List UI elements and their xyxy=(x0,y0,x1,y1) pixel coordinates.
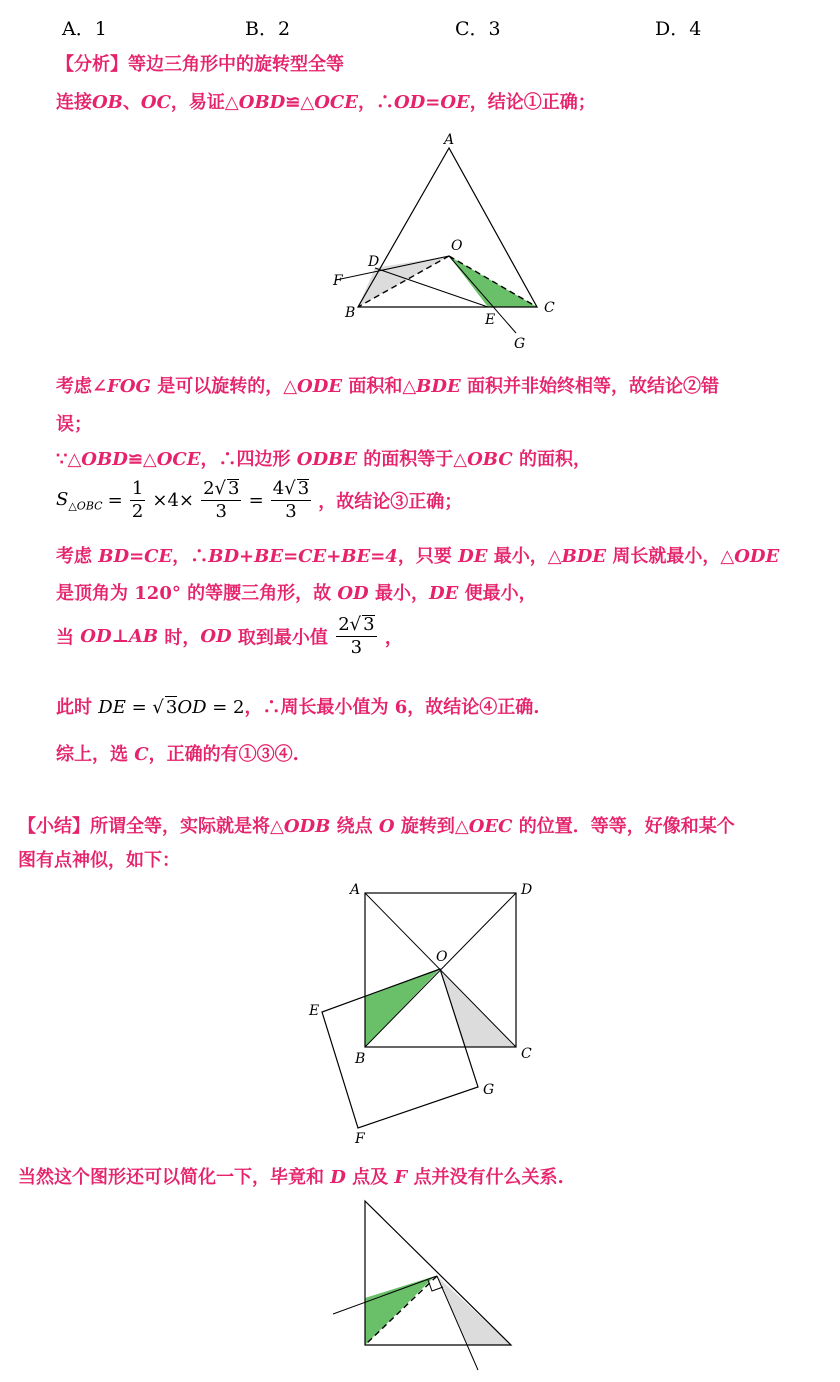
fig1-label-o: O xyxy=(451,238,463,254)
fig2-label-b: B xyxy=(355,1051,366,1067)
fig2-label-d: D xyxy=(521,882,533,898)
reasoning-line-4: 是顶角为 120° 的等腰三角形，故 OD 最小，DE 便最小， xyxy=(56,583,537,604)
reasoning-line-1: 考虑∠FOG 是可以旋转的，△ODE 面积和△BDE 面积并非始终相等，故结论②错 xyxy=(56,376,719,397)
area-formula: $S_{\triangle OBC}$ = $\frac{1}{2}$ ×4× $\frac{2√ 3}{3}$ = $\frac{4√ 3}{3}$ ，故结论③正确； xyxy=(56,478,463,522)
fraction-min-value: $\frac{2√ 3}{3}$ xyxy=(338,614,375,658)
reasoning-line-3: 考虑 BD=CE，∴BD+BE=CE+BE=4，只要 DE 最小，△BDE 周长就最小，△ODE xyxy=(56,546,780,567)
fig1-label-c: C xyxy=(544,300,555,316)
fig2-label-e: E xyxy=(309,1003,320,1019)
summary-line-1: 【小结】所谓全等，实际就是将△ODB 绕点 O 旋转到△OEC 的位置．等等，好像和某个 xyxy=(18,816,735,837)
fig1-label-g: G xyxy=(514,336,526,352)
fig2-label-a: A xyxy=(350,882,361,898)
reasoning-line-5: 当 OD⊥AB 时，OD 取到最小值 $\frac{2√ 3}{3}$ ， xyxy=(56,614,403,658)
reasoning-line-6: 此时 DE = √ 3OD = 2，∴周长最小值为 6，故结论④正确. xyxy=(56,697,540,718)
choice-c: C．3 xyxy=(455,18,501,40)
fig1-label-e: E xyxy=(485,312,496,328)
reasoning-line-2: ∵△OBD≌△OCE，∴四边形 ODBE 的面积等于△OBC 的面积， xyxy=(56,449,591,470)
summary-line-2: 图有点神似，如下： xyxy=(18,850,180,871)
fraction-four-root-three-over-three: $\frac{4√ 3}{3}$ xyxy=(272,478,310,522)
fig2-label-c: C xyxy=(521,1046,532,1062)
fig2-label-g: G xyxy=(483,1082,495,1098)
fig1-label-d: D xyxy=(368,254,380,270)
choice-a: A．1 xyxy=(62,18,107,40)
reasoning-conclusion: 综上，选 C，正确的有①③④. xyxy=(56,744,299,765)
fig1-label-b: B xyxy=(345,305,356,321)
fraction-one-half: $\frac{1}{2}$ xyxy=(131,478,144,522)
fig1-label-a: A xyxy=(444,132,455,148)
fig1-label-f: F xyxy=(333,273,343,289)
analysis-line-1: 连接OB、OC，易证△OBD≌△OCE，∴OD=OE，结论①正确； xyxy=(56,92,596,113)
fig2-label-o: O xyxy=(436,949,448,965)
choice-d: D．4 xyxy=(655,18,702,40)
closing-line: 当然这个图形还可以简化一下，毕竟和 D 点及 F 点并没有什么关系. xyxy=(18,1167,564,1188)
fig2-label-f: F xyxy=(355,1131,365,1147)
fraction-two-root-three-over-three: $\frac{2√ 3}{3}$ xyxy=(203,478,240,522)
analysis-title: 【分析】等边三角形中的旋转型全等 xyxy=(56,54,344,75)
choice-b: B．2 xyxy=(245,18,291,40)
reasoning-line-1b: 误； xyxy=(56,414,92,435)
